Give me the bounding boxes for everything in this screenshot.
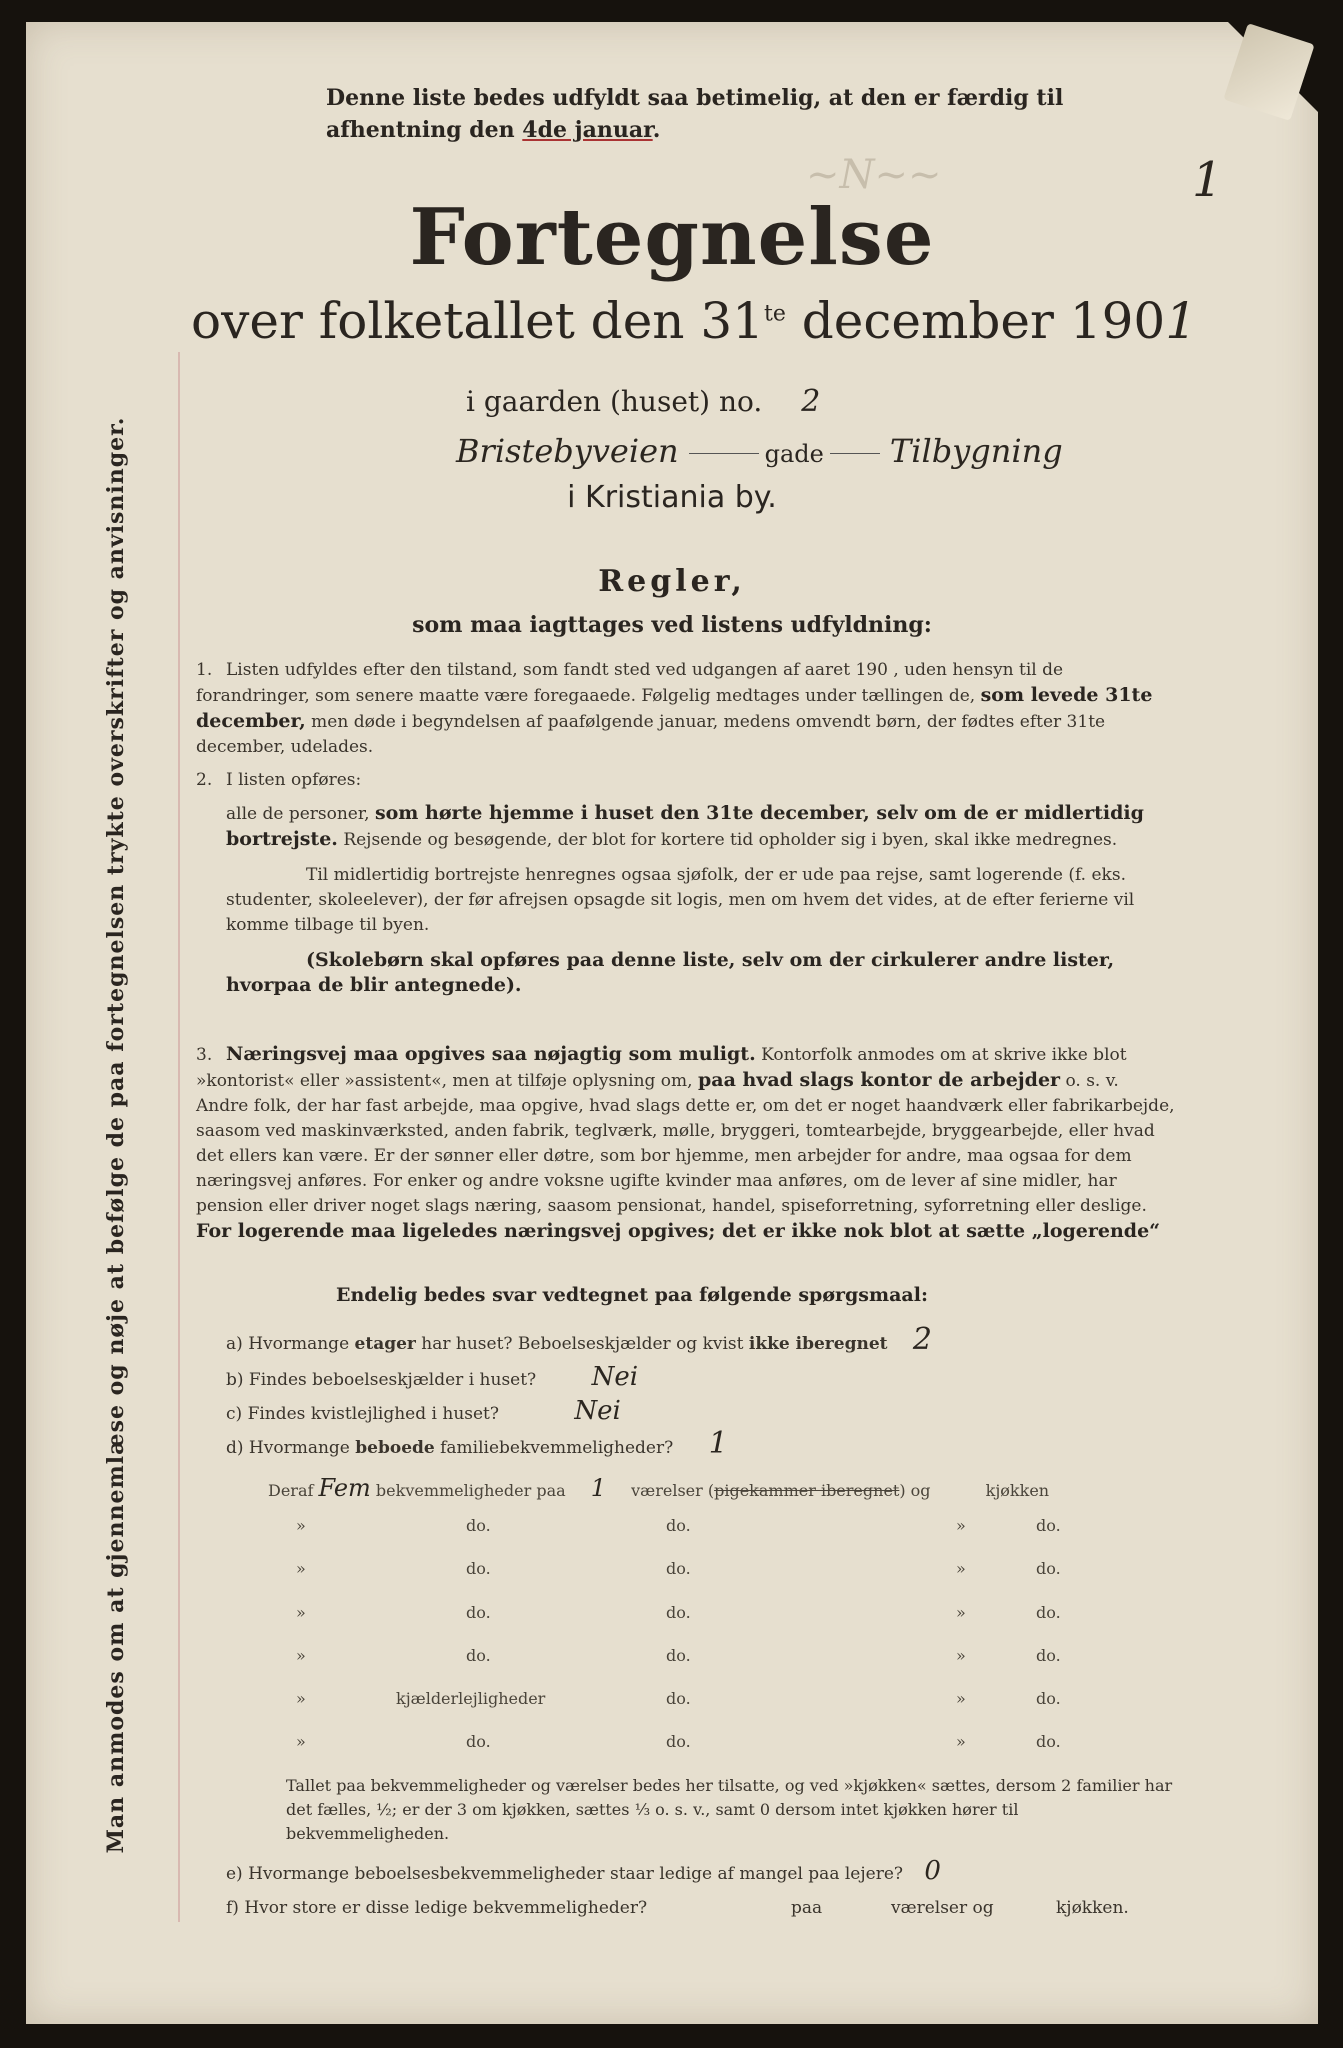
street-extra-value: Tilbygning [889,432,1063,470]
house-number-line [466,384,820,419]
and-label: ) og [899,1481,931,1500]
rule-2-p3: (Skolebørn skal opføres paa denne liste, selv om der cirkulerer andre lister, hvorpaa de blir antegnede). [226,949,1115,996]
question-a-bold: etager [354,1334,416,1354]
subtitle-main: over folketallet den 31 [191,292,764,350]
ditto-mark: » [956,1689,966,1708]
subtitle-rest: december 190 [785,292,1166,350]
notice-line2 [326,114,1186,146]
struck-text: pigekammer iberegnet [714,1481,900,1500]
deraf-label: Deraf [268,1481,314,1500]
ditto-cell: do. [466,1732,491,1751]
question-c [226,1396,621,1426]
dwelling-table-header-row [268,1474,1049,1502]
ditto-mark: » [956,1603,966,1622]
ditto-cell: do. [1036,1689,1061,1708]
question-b-letter: b) [226,1370,244,1390]
ditto-cell: do. [1036,1559,1061,1578]
ditto-cell: do. [466,1516,491,1535]
ditto-mark: » [956,1516,966,1535]
ditto-mark: » [296,1732,306,1751]
faint-stamp: ~N~~ [806,152,942,198]
ditto-mark: » [956,1559,966,1578]
question-a-text: Hvormange [248,1334,350,1354]
rule-1-text-a: Listen udfyldes efter den tilstand, som fandt sted ved udgangen af aaret 190 , uden hensyn til de forandringer, som senere maatte være foregaaede. Følgelig medtages under tællingen de, [196,660,1064,706]
question-e [226,1856,941,1886]
rule-2-p1 [196,801,1176,853]
table-row [296,1603,1076,1622]
notice-prefix: afhentning den [326,117,523,143]
rule-2-p1-b: Rejsende og besøgende, der blot for kortere tid opholder sig i byen, skal ikke medregnes. [343,830,1118,850]
question-f-paa: paa [791,1898,823,1918]
rule-1-text-b: men døde i begyndelsen af paafølgende januar, medens omvendt børn, der fødtes efter 31te december, udelades. [196,712,1106,757]
question-d [226,1426,728,1461]
rule-1-bold: som levede 31te december, [196,684,1153,732]
table-row [296,1559,1076,1578]
question-d-letter: d) [226,1438,244,1458]
ditto-cell: do. [666,1732,691,1751]
question-a [226,1322,932,1357]
notice-suffix: . [652,117,661,143]
ditto-mark: » [296,1646,306,1665]
ditto-cell: do. [1036,1646,1061,1665]
question-c-answer: Nei [574,1396,621,1426]
question-d-answer: 1 [708,1426,728,1461]
ditto-cell: do. [1036,1516,1061,1535]
table-row [296,1516,1076,1535]
ditto-cell: do. [1036,1603,1061,1622]
question-a-text-b: har huset? Beboelseskjælder og kvist [421,1334,744,1354]
ditto-mark: » [956,1732,966,1751]
house-number-value: 2 [801,384,821,419]
question-d-bold: beboede [355,1438,435,1458]
rule-2-intro: I listen opføres: [226,770,362,790]
questions-heading: Endelig bedes svar vedtegnet paa følgende spørgsmaal: [336,1284,928,1306]
rule-1 [196,658,1176,760]
ditto-mark: » [296,1603,306,1622]
question-e-text: Hvormange beboelsesbekvemmeligheder staar ledige af mangel paa lejere? [248,1864,903,1884]
city-line: i Kristiania by. [567,480,777,515]
ditto-cell: do. [666,1603,691,1622]
rooms-label: værelser ( [631,1481,715,1500]
rule-3-bold1: Næringsvej maa opgives saa nøjagtig som muligt. [226,1043,756,1065]
form-subtitle [191,292,1197,350]
dwellings-on-label: bekvemmeligheder paa [375,1481,566,1500]
rule-3 [196,1042,1176,1245]
rule-1-number: 1. [196,660,213,680]
street-label: gade [764,440,824,468]
question-a-answer: 2 [912,1322,932,1357]
question-f [226,1898,1146,1918]
year-handwritten: 1 [1165,292,1198,350]
question-c-text: Findes kvistlejlighed i huset? [247,1404,500,1424]
question-f-letter: f) [226,1898,239,1918]
question-d-text-b: familiebekvemmeligheder? [440,1438,674,1458]
ditto-mark: » [956,1646,966,1665]
question-b [226,1362,638,1392]
form-title: Fortegnelse [409,192,935,283]
question-d-text: Hvormange [248,1438,350,1458]
question-f-kitchen: kjøkken. [1056,1898,1129,1918]
ditto-mark: » [296,1559,306,1578]
pickup-date: 4de januar [522,117,653,143]
ditto-cell: do. [466,1646,491,1665]
kitchen-share-note: Tallet paa bekvemmeligheder og værelser bedes her tilsatte, og ved »kjøkken« sættes, dersom 2 familier har det fælles, ½; er der 3 om kjøkken, sættes ⅓ o. s. v., samt 0 dersom intet kjøkken hører til bekvemmeligheden. [286,1776,1173,1843]
rule-2-p1-a: alle de personer, [226,804,370,824]
ditto-cell: do. [666,1646,691,1665]
question-f-text: Hvor store er disse ledige bekvemmeligheder? [244,1898,648,1918]
side-instruction: Man anmodes om at gjennemlæse og nøje at befølge de paa fortegnelsen trykte overskrifter og anvisninger. [103,416,129,1854]
street-name-value: Bristebyveien [456,432,679,470]
rooms-count-handwritten: 1 [590,1474,607,1502]
rule-2 [196,768,1176,998]
rule-3-bold3: For logerende maa ligeledes næringsvej opgives; det er ikke nok blot at sætte „logerende“ [196,1220,1161,1242]
ditto-cell: do. [666,1689,691,1708]
basement-dwellings-label: kjælderlejligheder [396,1689,546,1708]
ditto-cell: do. [666,1559,691,1578]
ditto-cell: do. [666,1516,691,1535]
table-row [296,1689,1076,1708]
rule-3-number: 3. [196,1045,213,1065]
rule-3-bold2: paa hvad slags kontor de arbejder [697,1069,1061,1091]
notice-line1: Denne liste bedes udfyldt saa betimelig, at den er færdig til [326,85,1064,111]
question-e-answer: 0 [924,1856,941,1886]
corner-handwritten-mark: 1 [1192,152,1223,208]
question-c-letter: c) [226,1404,243,1424]
question-e-letter: e) [226,1864,243,1884]
ditto-cell: do. [466,1559,491,1578]
table-row [296,1646,1076,1665]
pickup-notice [326,82,1186,146]
kitchen-label: kjøkken [985,1481,1050,1500]
rule-2-number: 2. [196,770,213,790]
question-b-text: Findes beboelseskjælder i huset? [248,1370,537,1390]
rule-2-p1-bold: som hørte hjemme i huset den 31te december, selv om de er midlertidig bortrejste. [226,802,1144,850]
rule-3-text1: Kontorfolk anmodes om at skrive ikke blot »kontorist« eller »assistent«, men at tilføje oplysning om, [196,1045,1127,1091]
house-number-label: i gaarden (huset) no. [466,385,763,418]
street-line [456,432,1256,470]
census-form-page [26,22,1318,2024]
rules-subtitle: som maa iagttages ved listens udfyldning: [412,612,932,638]
ditto-cell: do. [1036,1732,1061,1751]
ditto-mark: » [296,1516,306,1535]
dwelling-count-handwritten: Fem [318,1474,371,1502]
question-a-letter: a) [226,1334,243,1354]
rule-2-p2: Til midlertidig bortrejste henregnes ogsaa sjøfolk, der er ude paa rejse, samt logerende (f. eks. studenter, skoleelever), der før afrejsen opsagde sit logis, men om hvem det vides, at de efter ferierne vil komme tilbage til byen. [226,865,1135,935]
ditto-mark: » [296,1689,306,1708]
rule-3-text2: o. s. v. Andre folk, der har fast arbejde, maa opgive, hvad slags dette er, om det er noget haandværk eller fabrikarbejde, saasom ved maskinværksted, anden fabrik, teglværk, mølle, bryggeri, tomtearbejde, bryggearbejde, eller hvad det ellers kan være. Er der sønner eller døtre, som bor hjemme, men arbejder for andre, maa ogsaa for dem næringsvej anføres. For enker og andre voksne ugifte kvinder maa anføres, om de lever af sine midler, har pension eller driver noget slags næring, saasom pensionat, handel, spiseforretning, syforretning eller deslige. [196,1071,1175,1216]
question-f-rooms: værelser og [891,1898,994,1918]
ditto-cell: do. [466,1603,491,1622]
question-b-answer: Nei [591,1362,639,1392]
subtitle-sup: te [764,301,786,327]
table-row [296,1732,1076,1751]
question-a-bold2: ikke iberegnet [748,1334,888,1354]
rules-title: Regler, [598,564,746,599]
